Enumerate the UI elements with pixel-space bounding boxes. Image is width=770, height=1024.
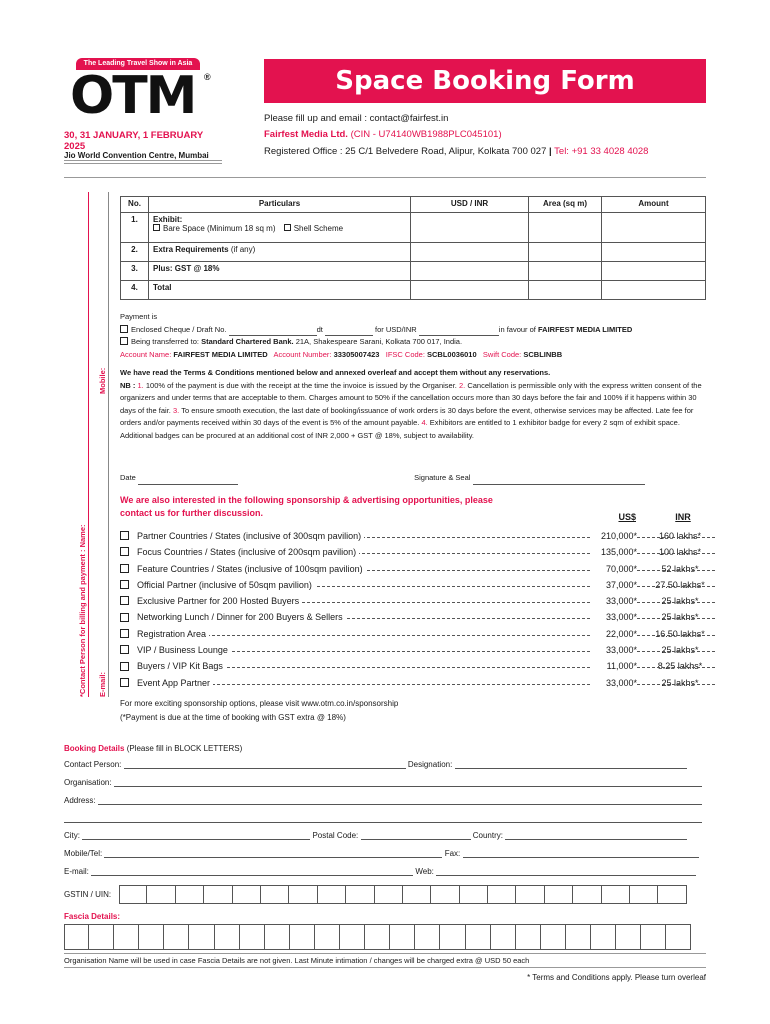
- row-number: 3.: [121, 262, 149, 281]
- col-header-currency: USD / INR: [411, 197, 529, 213]
- term-number: 2.: [458, 380, 466, 390]
- office-separator: |: [549, 146, 552, 157]
- area-field[interactable]: [529, 213, 602, 243]
- web-field[interactable]: [436, 867, 696, 876]
- usd-inr-field[interactable]: [411, 213, 529, 243]
- fax-field[interactable]: [463, 849, 699, 858]
- otm-logo: OTM: [70, 66, 196, 126]
- payment-section: [120, 311, 710, 361]
- cheque-number-field[interactable]: [229, 327, 317, 336]
- col-header-particulars: Particulars: [149, 197, 411, 213]
- usd-inr-field[interactable]: [411, 243, 529, 262]
- gstin-box[interactable]: [545, 885, 573, 904]
- swift-code: SCBLINBB: [523, 349, 563, 359]
- gstin-box[interactable]: [233, 885, 261, 904]
- term-text: Cancellation is permissible only with the express written consent of the organizers and under terms that are acceptable to them. Charges amount to 50% if the cancellation occurs more than 30 days before the fair and 100% if it happens within 30 days of the fair.: [120, 380, 702, 415]
- address-row-2: [64, 814, 706, 823]
- fascia-box[interactable]: [666, 924, 691, 950]
- sponsorship-usd: 33,000*: [591, 675, 637, 691]
- list-item: [120, 626, 710, 642]
- event-dates: 30, 31 JANUARY, 1 FEBRUARY 2025: [64, 130, 222, 161]
- email-label: E-mail:: [64, 867, 89, 876]
- list-item: [120, 544, 710, 560]
- country-field[interactable]: [505, 831, 687, 840]
- acc-name: FAIRFEST MEDIA LIMITED: [173, 349, 268, 359]
- particulars-table: [120, 196, 706, 300]
- sponsorship-payment-note: (*Payment is due at the time of booking with GST extra @ 18%): [120, 713, 346, 722]
- fascia-heading: Fascia Details:: [64, 912, 121, 921]
- fascia-box[interactable]: [240, 924, 265, 950]
- sponsorship-name: Networking Lunch / Dinner for 200 Buyers & Sellers: [137, 609, 346, 625]
- gstin-box[interactable]: [630, 885, 658, 904]
- cheque-payee: FAIRFEST MEDIA LIMITED: [537, 324, 633, 334]
- row-particulars: [149, 243, 411, 262]
- gstin-box[interactable]: [658, 885, 686, 904]
- sponsorship-usd: 37,000*: [591, 577, 637, 593]
- sponsorship-checkbox[interactable]: [120, 613, 129, 622]
- sponsorship-inr: 160 lakhs*: [658, 531, 702, 541]
- sponsorship-checkbox[interactable]: [120, 564, 129, 573]
- sponsorship-inr: 8.25 lakhs*: [657, 661, 703, 672]
- usd-inr-field[interactable]: [411, 262, 529, 281]
- fascia-box[interactable]: [440, 924, 465, 950]
- mobile-label: Mobile/Tel:: [64, 849, 103, 858]
- list-item: [120, 593, 710, 609]
- fascia-box[interactable]: [64, 924, 89, 950]
- fascia-box[interactable]: [139, 924, 164, 950]
- inr-column-header: INR: [675, 512, 691, 522]
- organisation-row: [64, 778, 706, 787]
- company-name: Fairfest Media Ltd.: [264, 129, 348, 140]
- table-row: [121, 281, 706, 300]
- extra-req-label: Extra Requirements: [153, 245, 229, 254]
- amount-field[interactable]: [602, 213, 706, 243]
- list-item: [120, 675, 710, 691]
- sponsorship-checkbox[interactable]: [120, 662, 129, 671]
- address-label: Address:: [64, 796, 96, 805]
- area-field[interactable]: [529, 281, 602, 300]
- contact-person-field[interactable]: [124, 760, 406, 769]
- term-text: 100% of the payment is due with the receipt at the time the invoice is issued by the Organiser.: [145, 380, 457, 390]
- fascia-box[interactable]: [566, 924, 591, 950]
- fascia-box[interactable]: [365, 924, 390, 950]
- table-row: [121, 243, 706, 262]
- sponsorship-footer: [120, 697, 398, 725]
- event-venue: Jio World Convention Centre, Mumbai: [64, 151, 222, 164]
- sponsorship-name: Official Partner (inclusive of 50sqm pavilion): [137, 577, 315, 593]
- sponsorship-more-link: For more exciting sponsorship options, please visit www.otm.co.in/sponsorship: [120, 699, 399, 708]
- payment-intro: Payment is: [120, 312, 158, 321]
- sponsorship-inr: 25 lakhs*: [661, 612, 699, 623]
- bare-space-checkbox[interactable]: [153, 224, 160, 231]
- term-number: 1.: [137, 380, 144, 390]
- date-signature-line: [120, 472, 710, 485]
- signature-field[interactable]: [473, 476, 645, 485]
- organisation-label: Organisation:: [64, 778, 112, 787]
- transfer-label: Being transferred to:: [131, 337, 199, 346]
- col-header-no: No.: [121, 197, 149, 213]
- booking-heading-label: Booking Details: [64, 744, 125, 753]
- swift-label: Swift Code:: [482, 349, 522, 359]
- sponsorship-checkbox[interactable]: [120, 645, 129, 654]
- billing-email-label: E-mail:: [98, 671, 107, 697]
- address-row: [64, 796, 706, 805]
- office-tel: Tel: +91 33 4028 4028: [554, 146, 649, 157]
- sponsorship-name: Exclusive Partner for 200 Hosted Buyers: [137, 593, 302, 609]
- contact-person-label: Contact Person:: [64, 760, 122, 769]
- sponsorship-checkbox[interactable]: [120, 678, 129, 687]
- transfer-line: [120, 336, 710, 349]
- sponsorship-usd: 135,000*: [591, 544, 637, 560]
- area-field[interactable]: [529, 262, 602, 281]
- fascia-box[interactable]: [340, 924, 365, 950]
- terms-overleaf-note: * Terms and Conditions apply. Please turn overleaf: [527, 973, 706, 982]
- sponsorship-inr: 16.50 lakhs*: [655, 628, 705, 639]
- sponsorship-name: Partner Countries / States (inclusive of 300sqm pavilion): [137, 528, 364, 544]
- bare-space-label: Bare Space (Minimum 18 sq m): [163, 224, 276, 233]
- amount-field[interactable]: [602, 281, 706, 300]
- sponsorship-checkbox[interactable]: [120, 531, 129, 540]
- fascia-box[interactable]: [466, 924, 491, 950]
- bank-details-line: [120, 349, 710, 362]
- gstin-box[interactable]: [460, 885, 488, 904]
- office-line: [264, 146, 648, 157]
- usd-inr-field[interactable]: [411, 281, 529, 300]
- contact-person-row: [64, 760, 706, 769]
- logo-tagline: The Leading Travel Show in Asia: [76, 58, 200, 70]
- fascia-box[interactable]: [290, 924, 315, 950]
- gstin-boxes: [119, 885, 687, 904]
- sponsorship-usd: 22,000*: [591, 626, 637, 642]
- postal-label: Postal Code:: [312, 831, 359, 840]
- cheque-label: Enclosed Cheque / Draft No.: [131, 324, 227, 334]
- term-number: 3.: [172, 405, 180, 415]
- city-row: [64, 831, 706, 840]
- row-number: 2.: [121, 243, 149, 262]
- transfer-checkbox[interactable]: [120, 337, 128, 345]
- list-item: [120, 609, 710, 625]
- fascia-box[interactable]: [215, 924, 240, 950]
- table-row: [121, 262, 706, 281]
- gstin-box[interactable]: [431, 885, 459, 904]
- cheque-favour-label: in favour of: [498, 324, 536, 334]
- col-header-amount: Amount: [602, 197, 706, 213]
- company-cin: (CIN - U74140WB1988PLC045101): [350, 129, 502, 140]
- list-item: [120, 561, 710, 577]
- sponsorship-inr: 100 lakhs*: [658, 547, 702, 558]
- table-header-row: [121, 197, 706, 213]
- cheque-date-field[interactable]: [325, 327, 373, 336]
- sponsorship-checkbox[interactable]: [120, 547, 129, 556]
- term-text: To ensure smooth execution, the last date of booking/issuance of work orders is 30 days before the event, otherwise services may be affected. Late fee for orders and/or payments received within 30 days of the event is 5% of the amount payable.: [120, 405, 694, 427]
- col-header-area: Area (sq m): [529, 197, 602, 213]
- cheque-dt-label: dt: [316, 324, 323, 334]
- sponsorship-heading: We are also interested in the following sponsorship & advertising opportunities, please contact us for further discussion.: [120, 495, 493, 518]
- row-particulars: [149, 213, 411, 243]
- acc-name-label: Account Name:: [120, 349, 172, 359]
- booking-heading-note: (Please fill in BLOCK LETTERS): [126, 744, 243, 753]
- form-title: Space Booking Form: [264, 59, 706, 103]
- sponsorship-name: Feature Countries / States (inclusive of 100sqm pavilion): [137, 561, 366, 577]
- gstin-box[interactable]: [516, 885, 544, 904]
- shell-scheme-checkbox[interactable]: [284, 224, 291, 231]
- cheque-checkbox[interactable]: [120, 325, 128, 333]
- row-particulars: Total: [149, 281, 411, 300]
- sponsorship-checkbox[interactable]: [120, 580, 129, 589]
- table-row: [121, 213, 706, 243]
- shell-scheme-label: Shell Scheme: [293, 224, 344, 233]
- transfer-bank: Standard Chartered Bank.: [201, 337, 294, 346]
- fascia-box[interactable]: [89, 924, 114, 950]
- terms-body: [120, 380, 710, 443]
- cheque-for-label: for USD/INR: [375, 324, 417, 334]
- acc-no: 33305007423: [333, 349, 380, 359]
- sponsorship-inr: 25 lakhs*: [661, 677, 699, 688]
- ifsc-code: SCBL0036010: [427, 349, 477, 359]
- designation-field[interactable]: [455, 760, 687, 769]
- gstin-box[interactable]: [602, 885, 630, 904]
- fascia-box[interactable]: [591, 924, 616, 950]
- fascia-box[interactable]: [491, 924, 516, 950]
- gstin-label: GSTIN / UIN:: [64, 890, 112, 899]
- sponsorship-usd: 70,000*: [591, 561, 637, 577]
- gstin-box[interactable]: [488, 885, 516, 904]
- contact-email-line: Please fill up and email : contact@fairfest.in: [264, 113, 449, 124]
- signature-label: Signature & Seal: [414, 473, 471, 482]
- row-number: 1.: [121, 213, 149, 243]
- gstin-box[interactable]: [204, 885, 232, 904]
- sidebar-line: [108, 192, 109, 697]
- fascia-note: Organisation Name will be used in case Fascia Details are not given. Last Minute intimation / changes will be charged extra @ USD 50 each: [64, 953, 706, 968]
- fascia-box[interactable]: [415, 924, 440, 950]
- address-field[interactable]: [98, 796, 702, 805]
- ifsc-label: IFSC Code:: [385, 349, 425, 359]
- address-field-2[interactable]: [64, 814, 702, 823]
- sponsorship-usd: 33,000*: [591, 642, 637, 658]
- row-particulars: Plus: GST @ 18%: [149, 262, 411, 281]
- gstin-box[interactable]: [375, 885, 403, 904]
- gstin-box[interactable]: [573, 885, 601, 904]
- office-address: Registered Office : 25 C/1 Belvedere Road, Alipur, Kolkata 700 027: [264, 146, 547, 157]
- email-row: [64, 867, 706, 876]
- fascia-box[interactable]: [114, 924, 139, 950]
- fascia-box[interactable]: [265, 924, 290, 950]
- nb-label: NB :: [120, 380, 136, 390]
- sponsorship-inr: 52 lakhs*: [661, 563, 699, 574]
- amount-field[interactable]: [602, 243, 706, 262]
- cheque-amount-field[interactable]: [419, 327, 499, 336]
- sponsorship-inr: 27.50 lakhs*: [655, 579, 705, 590]
- city-label: City:: [64, 831, 80, 840]
- transfer-address: 21A, Shakespeare Sarani, Kolkata 700 017, India.: [295, 337, 463, 346]
- fascia-box[interactable]: [516, 924, 541, 950]
- acc-no-label: Account Number:: [273, 349, 332, 359]
- sidebar-line: [88, 192, 89, 697]
- amount-field[interactable]: [602, 262, 706, 281]
- company-line: [264, 129, 502, 140]
- organisation-field[interactable]: [114, 778, 702, 787]
- area-field[interactable]: [529, 243, 602, 262]
- cheque-line: [120, 324, 710, 337]
- sponsorship-usd: 33,000*: [591, 593, 637, 609]
- fascia-box[interactable]: [164, 924, 189, 950]
- fascia-box[interactable]: [390, 924, 415, 950]
- sponsorship-name: Buyers / VIP Kit Bags: [137, 658, 226, 674]
- term-number: 4.: [421, 418, 428, 427]
- usd-column-header: US$: [618, 512, 636, 522]
- sponsorship-checkbox[interactable]: [120, 629, 129, 638]
- list-item: [120, 642, 710, 658]
- date-label: Date: [120, 473, 136, 482]
- terms-heading: We have read the Terms & Conditions mentioned below and annexed overleaf and accept them without any reservations.: [120, 368, 551, 377]
- sponsorship-name: Event App Partner: [137, 675, 213, 691]
- gstin-box[interactable]: [119, 885, 147, 904]
- sponsorship-name: VIP / Business Lounge: [137, 642, 231, 658]
- list-item: [120, 658, 710, 674]
- fascia-box[interactable]: [189, 924, 214, 950]
- designation-label: Designation:: [407, 760, 453, 769]
- sponsorship-usd: 33,000*: [591, 609, 637, 625]
- terms-section: [120, 367, 710, 442]
- sponsorship-checkbox[interactable]: [120, 596, 129, 605]
- term-text: Exhibitors are entitled to 1 exhibitor badge for every 2 sqm of exhibit space. Additional badges can be procured at an additional cost of INR 2,000 + GST @ 18%, subject to availability.: [120, 418, 680, 440]
- mobile-field[interactable]: [104, 849, 442, 858]
- email-field[interactable]: [91, 867, 413, 876]
- sponsorship-name: Focus Countries / States (inclusive of 200sqm pavilion): [137, 544, 359, 560]
- gstin-box[interactable]: [147, 885, 175, 904]
- billing-mobile-label: Mobile:: [98, 367, 107, 394]
- sponsorship-usd: 210,000*: [591, 528, 637, 544]
- extra-req-suffix: (if any): [230, 245, 256, 254]
- gstin-box[interactable]: [403, 885, 431, 904]
- postal-field[interactable]: [361, 831, 471, 840]
- fascia-box[interactable]: [616, 924, 641, 950]
- fax-label: Fax:: [444, 849, 461, 858]
- sponsorship-name: Registration Area: [137, 626, 209, 642]
- list-item: [120, 577, 710, 593]
- fascia-box[interactable]: [641, 924, 666, 950]
- mobile-row: [64, 849, 706, 858]
- divider: [64, 177, 706, 178]
- row-number: 4.: [121, 281, 149, 300]
- gstin-box[interactable]: [346, 885, 374, 904]
- exhibit-label: Exhibit:: [153, 215, 183, 224]
- billing-contact-name-label: *Contact Person for billing and payment : Name:: [78, 524, 87, 697]
- web-label: Web:: [415, 867, 434, 876]
- city-field[interactable]: [82, 831, 310, 840]
- fascia-boxes: [64, 924, 691, 950]
- gstin-box[interactable]: [289, 885, 317, 904]
- sponsorship-usd: 11,000*: [591, 658, 637, 674]
- gstin-box[interactable]: [318, 885, 346, 904]
- gstin-box[interactable]: [261, 885, 289, 904]
- list-item: [120, 528, 710, 544]
- country-label: Country:: [472, 831, 503, 840]
- fascia-box[interactable]: [541, 924, 566, 950]
- logo-registered-mark: ®: [204, 72, 211, 82]
- sponsorship-inr: 25 lakhs*: [661, 645, 699, 656]
- sponsorship-list: [120, 528, 710, 691]
- gstin-box[interactable]: [176, 885, 204, 904]
- fascia-box[interactable]: [315, 924, 340, 950]
- sponsorship-inr: 25 lakhs*: [661, 596, 699, 607]
- billing-contact-sidebar: [50, 192, 120, 702]
- date-field[interactable]: [138, 476, 238, 485]
- booking-details-heading: [64, 744, 242, 753]
